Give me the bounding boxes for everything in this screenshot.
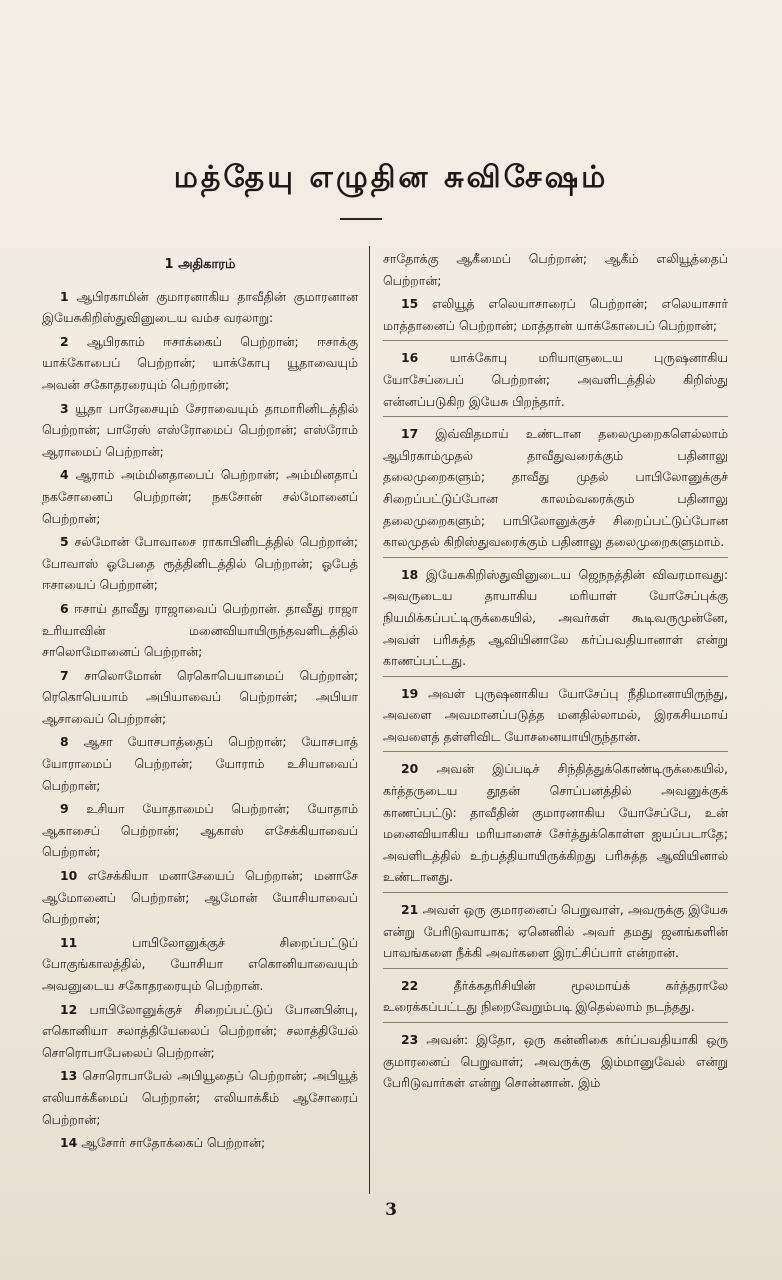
verse-number: 14	[60, 1135, 78, 1151]
verse-text: அவன் இப்படிச் சிந்தித்துக்கொண்டிருக்கையில், கர்த்தருடைய தூதன் சொப்பனத்தில் அவனுக்குக் காணப்பட்டு: தாவீதின் குமாரனாகிய யோசேப்பே, உன் மனைவியாகிய மரியாளைச் சேர்த்துக்கொள்ள ஐயப்படாதே; அவளிடத்தில் உற்பத்தியாயிருக்கிறது பரிசுத்த ஆவியினால் உண்டானது.	[383, 761, 728, 885]
verse-text: யாக்கோபு மரியாளுடைய புருஷனாகிய யோசேப்பைப் பெற்றான்; அவளிடத்தில் கிறிஸ்து என்னப்படுகிற இயேசு பிறந்தார்.	[383, 350, 728, 409]
verse-number: 2	[60, 333, 69, 349]
verse-text: எசேக்கியா மனாசேயைப் பெற்றான்; மனாசே ஆமோனைப் பெற்றான்; ஆமோன் யோசியாவைப் பெற்றான்;	[42, 868, 358, 927]
verse-separator	[383, 1022, 728, 1023]
verse	[383, 1029, 728, 1094]
verse-number: 23	[401, 1032, 419, 1047]
verse	[383, 564, 728, 672]
verse	[42, 1132, 358, 1154]
verse-separator	[383, 751, 728, 752]
verse-text: தீர்க்கதரிசியின் மூலமாய்க் கர்த்தராலே உரைக்கப்பட்டது நிறைவேறும்படி இதெல்லாம் நடந்தது.	[383, 977, 728, 1015]
verse	[383, 293, 728, 336]
column-divider	[369, 246, 370, 1194]
verse	[383, 899, 728, 964]
verse-text: அவள் புருஷனாகிய யோசேப்பு நீதிமானாயிருந்து, அவளை அவமானப்படுத்த மனதில்லாமல், இரகசியமாய் அவளைத் தள்ளிவிட யோசனையாயிருந்தான்.	[383, 685, 728, 744]
verse	[42, 531, 358, 596]
verse-text: ஆபிரகாமின் குமாரனாகிய தாவீதின் குமாரனான இயேசுகிறிஸ்துவினுடைய வம்ச வரலாறு:	[42, 288, 358, 326]
verse-number: 8	[60, 734, 69, 750]
verse	[383, 758, 728, 888]
verse-number: 22	[401, 977, 419, 993]
verse-number: 10	[60, 868, 78, 884]
verse	[383, 423, 728, 553]
verse	[42, 286, 358, 329]
verse-text: யூதா பாரேசையும் சேராவையும் தாமாரினிடத்தில் பெற்றான்; பாரேஸ் எஸ்ரோமைப் பெற்றான்; எஸ்ரோம் ஆராமைப் பெற்றான்;	[42, 400, 358, 459]
verse-separator	[383, 416, 728, 417]
verse-number: 21	[401, 902, 419, 918]
verse	[42, 331, 358, 396]
verse-text: பாபிலோனுக்குச் சிறைப்பட்டுப் போனபின்பு, எகொனியா சலாத்தியேலைப் பெற்றான்; சலாத்தியேல் சொரொபாபேலைப் பெற்றான்;	[42, 1001, 358, 1060]
verse-text: ஆபிரகாம் ஈசாக்கைப் பெற்றான்; ஈசாக்கு யாக்கோபைப் பெற்றான்; யாக்கோபு யூதாவையும் அவன் சகோதரரையும் பெற்றான்;	[42, 333, 358, 392]
verse-number: 17	[401, 426, 419, 442]
verse-text: உசியா யோதாமைப் பெற்றான்; யோதாம் ஆகாசைப் பெற்றான்; ஆகாஸ் எசேக்கியாவைப் பெற்றான்;	[42, 801, 358, 860]
verse-number: 6	[60, 600, 69, 616]
verse-continuation: சாதோக்கு ஆகீமைப் பெற்றான்; ஆகீம் எலியூத்தைப் பெற்றான்;	[383, 251, 728, 288]
verse-text: இயேசுகிறிஸ்துவினுடைய ஜெநநத்தின் விவரமாவது: அவருடைய தாயாகிய மரியாள் யோசேப்புக்கு நியமிக்கப்பட்டிருக்கையில், அவர்கள் கூடிவருமுன்னே, அவள் பரிசுத்த ஆவியினாலே கர்ப்பவதியானாள் என்று காணப்பட்டது.	[383, 566, 728, 669]
verse-number: 11	[60, 934, 78, 950]
verse	[42, 932, 358, 997]
verse-number: 16	[401, 350, 419, 366]
verse-number: 4	[60, 467, 69, 483]
chapter-heading: 1 அதிகாரம்	[164, 257, 236, 272]
verse-number: 19	[401, 685, 419, 701]
verse	[42, 798, 358, 863]
verse-number: 7	[60, 667, 69, 683]
verse-text: ஆசோர் சாதோக்கைப் பெற்றான்;	[81, 1135, 266, 1151]
verse-text: ஆசா யோசபாத்தைப் பெற்றான்; யோசபாத் யோராமைப் பெற்றான்; யோராம் உசியாவைப் பெற்றான்;	[42, 734, 358, 793]
verse-text: எலியூத் எலெயாசாரைப் பெற்றான்; எலெயாசார் மாத்தானைப் பெற்றான்; மாத்தான் யாக்கோபைப் பெற்றான்;	[383, 296, 728, 333]
verse-separator	[383, 557, 728, 558]
verse-number: 13	[60, 1068, 78, 1084]
verse-text: பாபிலோனுக்குச் சிறைப்பட்டுப் போகுங்காலத்தில், யோசியா எகொனியாவையும் அவனுடைய சகோதரரையும் பெற்றான்.	[42, 934, 358, 993]
verse	[42, 999, 358, 1064]
verse-text: அவன்: இதோ, ஒரு கன்னிகை கர்ப்பவதியாகி ஒரு குமாரனைப் பெறுவாள்; அவருக்கு இம்மானுவேல் என்று பேரிடுவார்கள் என்று சொன்னான். இம்	[383, 1032, 728, 1091]
verse-separator	[383, 968, 728, 969]
verse	[42, 665, 358, 730]
verse	[42, 1065, 358, 1130]
book-title: மத்தேயு எழுதின சுவிசேஷம்	[173, 160, 609, 195]
verse-text: ஆராம் அம்மினதாபைப் பெற்றான்; அம்மினதாப் நகசோனைப் பெற்றான்; நகசோன் சல்மோனைப் பெற்றான்;	[42, 467, 358, 526]
verse	[42, 398, 358, 463]
verse-text: சொரொபாபேல் அபியூதைப் பெற்றான்; அபியூத் எலியாக்கீமைப் பெற்றான்; எலியாக்கீம் ஆசோரைப் பெற்றான்;	[42, 1068, 358, 1127]
verse-text: இவ்விதமாய் உண்டான தலைமுறைகளெல்லாம் ஆபிரகாம்முதல் தாவீதுவரைக்கும் பதினாலு தலைமுறைகளும்; தாவீது முதல் பாபிலோனுக்குச் சிறைப்பட்டுப்போன காலம்வரைக்கும் பதினாலு தலைமுறைகளும்; பாபிலோனுக்குச் சிறைப்பட்டுப்போன காலமுதல் கிறிஸ்துவரைக்கும் பதினாலு தலைமுறைகளுமாம்.	[383, 426, 728, 550]
verse	[383, 347, 728, 412]
verse	[42, 464, 358, 529]
verse	[42, 865, 358, 930]
verse-number: 9	[60, 801, 69, 817]
title-rule	[340, 218, 382, 220]
right-column	[383, 248, 728, 1096]
verse-text: ஈசாய் தாவீது ராஜாவைப் பெற்றான். தாவீது ராஜா உரியாவின் மனைவியாயிருந்தவளிடத்தில் சாலொமோனைப் பெற்றான்;	[42, 600, 358, 660]
verse-text: அவள் ஒரு குமாரனைப் பெறுவாள், அவருக்கு இயேசு என்று பேரிடுவாயாக; ஏனெனில் அவர் தமது ஜனங்களின் பாவங்களை நீக்கி அவர்களை இரட்சிப்பார் என்றான்.	[383, 902, 728, 961]
verse	[383, 975, 728, 1018]
verse	[42, 731, 358, 796]
verse-text: சல்மோன் போவாசை ராகாபினிடத்தில் பெற்றான்; போவாஸ் ஓபேதை ரூத்தினிடத்தில் பெற்றான்; ஓபேத் ஈசாயைப் பெற்றான்;	[42, 534, 358, 593]
verse-number: 3	[60, 400, 69, 416]
verse-text: சாலொமோன் ரெகொபெயாமைப் பெற்றான்; ரெகொபெயாம் அபியாவைப் பெற்றான்; அபியா ஆசாவைப் பெற்றான்;	[42, 667, 358, 726]
verse-separator	[383, 340, 728, 341]
verse-number: 1	[60, 288, 69, 304]
verse	[383, 683, 728, 748]
verse-number: 20	[401, 761, 419, 777]
page-number: 3	[385, 1200, 397, 1220]
left-column	[42, 248, 358, 1156]
verse-number: 18	[401, 566, 419, 582]
verse-separator	[383, 892, 728, 893]
verse	[42, 598, 358, 663]
verse-separator	[383, 676, 728, 677]
verse-number: 12	[60, 1001, 78, 1017]
verse-number: 5	[60, 534, 69, 550]
verse-number: 15	[401, 296, 419, 312]
